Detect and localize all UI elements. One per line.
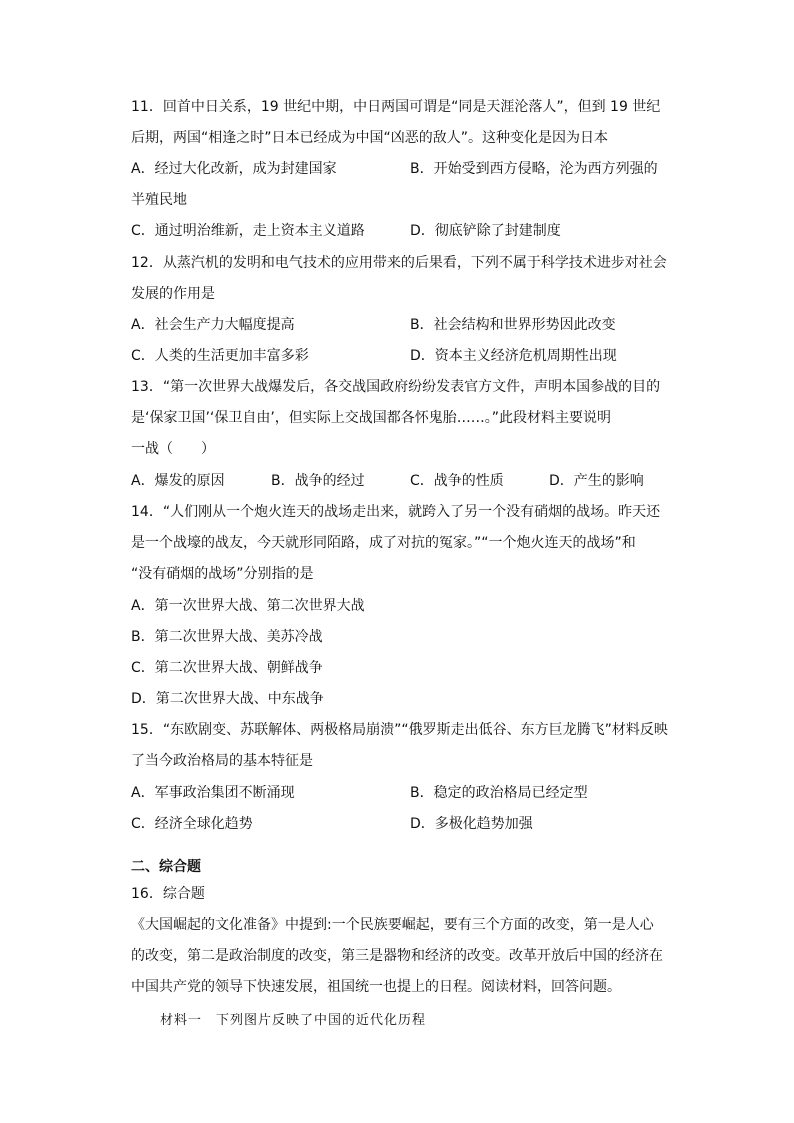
q14-option-d: D．第二次世界大战、中东战争 [131,691,324,707]
material-caption: 材料一 下列图片反映了中国的近代化历程 [160,1013,427,1028]
q11-stem-line-1: 11．回首中日关系，19 世纪中期，中日两国可谓是“同是天涯沦落人”，但到 19 世纪 [131,99,661,115]
q14-stem-line-3: “没有硝烟的战场”分别指的是 [131,566,314,582]
q11-option-a: A．经过大化改新，成为封建国家 [131,161,337,177]
q15-stem-line-2: 了当今政治格局的基本特征是 [131,753,313,769]
q14-stem-line-2: 是一个战壕的战友，今天就形同陌路，成了对抗的冤家。”“一个炮火连天的战场”和 [131,535,636,551]
q13-option-b: B．战争的经过 [271,473,365,489]
q13-stem-line-1: 13．“第一次世界大战爆发后，各交战国政府纷纷发表官方文件，声明本国参战的目的 [131,379,661,395]
q16-paragraph-line-3: 中国共产党的领导下快速发展，祖国统一也提上的日程。阅读材料，回答问题。 [131,979,621,995]
q13-stem-line-2: 是‘保家卫国’‘保卫自由’，但实际上交战国都各怀鬼胎……。”此段材料主要说明 [131,410,612,426]
q11-option-b-continued: 半殖民地 [131,192,187,208]
q13-option-a: A．爆发的原因 [131,473,225,489]
q12-option-a: A．社会生产力大幅度提高 [131,317,295,333]
q15-option-c: C．经济全球化趋势 [131,816,253,832]
q12-option-c: C．人类的生活更加丰富多彩 [131,348,309,364]
q14-option-c: C．第二次世界大战、朝鲜战争 [131,660,323,676]
section-heading: 二、综合题 [131,859,201,875]
q13-option-d: D．产生的影响 [549,473,644,489]
q15-option-d: D．多极化趋势加强 [410,816,533,832]
q16-paragraph-line-1: 《大国崛起的文化准备》中提到:一个民族要崛起，要有三个方面的改变，第一是人心 [131,917,654,933]
q16-label: 16．综合题 [131,886,205,902]
q11-stem-line-2: 后期，两国“相逢之时”日本已经成为中国“凶恶的敌人”。这种变化是因为日本 [131,130,609,146]
q15-option-b: B．稳定的政治格局已经定型 [410,785,588,801]
q12-stem-line-1: 12．从蒸汽机的发明和电气技术的应用带来的后果看，下列不属于科学技术进步对社会 [131,255,667,271]
q15-stem-line-1: 15．“东欧剧变、苏联解体、两极格局崩溃”“俄罗斯走出低谷、东方巨龙腾飞”材料反映 [131,722,668,738]
q15-option-a: A．军事政治集团不断涌现 [131,785,295,801]
q14-option-b: B．第二次世界大战、美苏冷战 [131,629,323,645]
q12-option-b: B．社会结构和世界形势因此改变 [410,317,616,333]
q11-option-c: C．通过明治维新，走上资本主义道路 [131,223,365,239]
q14-stem-line-1: 14．“人们刚从一个炮火连天的战场走出来，就跨入了另一个没有硝烟的战场。昨天还 [131,504,661,520]
q12-stem-line-2: 发展的作用是 [131,286,215,302]
q11-option-d: D．彻底铲除了封建制度 [410,223,561,239]
q13-option-c: C．战争的性质 [410,473,504,489]
q12-option-d: D．资本主义经济危机周期性出现 [410,348,617,364]
q13-stem-line-3: 一战（ ） [131,441,215,457]
q11-option-b: B．开始受到西方侵略，沦为西方列强的 [410,161,658,177]
q14-option-a: A．第一次世界大战、第二次世界大战 [131,598,365,614]
q16-paragraph-line-2: 的改变，第二是政治制度的改变，第三是器物和经济的改变。改革开放后中国的经济在 [131,948,663,964]
